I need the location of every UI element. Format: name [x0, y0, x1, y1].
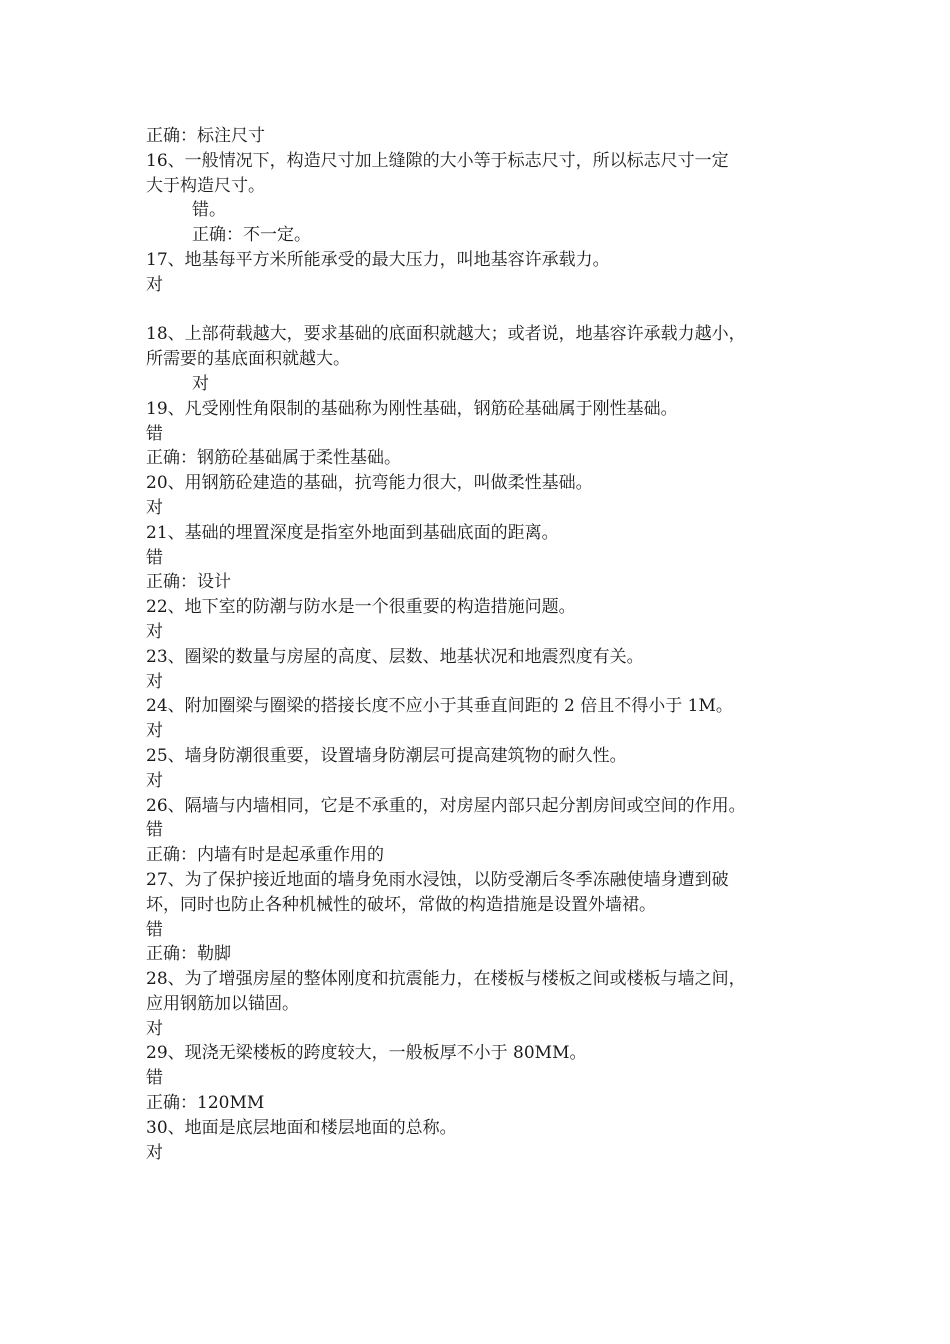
- text-line: 25、墙身防潮很重要，设置墙身防潮层可提高建筑物的耐久性。: [146, 745, 627, 766]
- text-line: 对: [146, 671, 163, 692]
- text-line: 30、地面是底层地面和楼层地面的总称。: [146, 1117, 457, 1138]
- text-line: 正确：设计: [146, 572, 231, 593]
- text-line: 错: [146, 423, 163, 444]
- text-line: 22、地下室的防潮与防水是一个很重要的构造措施问题。: [146, 597, 576, 618]
- text-line: 23、圈梁的数量与房屋的高度、层数、地基状况和地震烈度有关。: [146, 646, 644, 667]
- text-line: 坏，同时也防止各种机械性的破坏，常做的构造措施是设置外墙裙。: [146, 894, 656, 915]
- text-line: 29、现浇无梁楼板的跨度较大，一般板厚不小于 80MM。: [146, 1043, 587, 1064]
- text-line: 27、为了保护接近地面的墙身免雨水浸蚀，以防受潮后冬季冻融使墙身遭到破: [146, 869, 729, 890]
- blank-line: [146, 298, 816, 323]
- text-line: 对: [146, 1018, 163, 1039]
- text-line: 正确：内墙有时是起承重作用的: [146, 845, 384, 866]
- text-line: 错: [146, 820, 163, 841]
- text-line: 正确：钢筋砼基础属于柔性基础。: [146, 448, 401, 469]
- text-line: 所需要的基底面积就越大。: [146, 349, 350, 370]
- text-line: 对: [146, 1142, 163, 1163]
- text-line: 对: [146, 497, 163, 518]
- text-line: 对: [192, 373, 209, 394]
- text-line: 正确：不一定。: [192, 225, 311, 246]
- text-line: 应用钢筋加以锚固。: [146, 993, 299, 1014]
- text-line: 错: [146, 547, 163, 568]
- text-line: 正确：勒脚: [146, 944, 231, 965]
- text-line: 对: [146, 721, 163, 742]
- text-line: 错: [146, 1068, 163, 1089]
- text-line: 错。: [192, 200, 226, 221]
- text-line: 17、地基每平方米所能承受的最大压力，叫地基容许承载力。: [146, 249, 610, 270]
- text-line: 28、为了增强房屋的整体刚度和抗震能力，在楼板与楼板之间或楼板与墙之间，: [146, 969, 746, 990]
- document-page: [146, 124, 816, 1165]
- text-line: 正确：标注尺寸: [146, 126, 265, 146]
- text-line: 16、一般情况下，构造尺寸加上缝隙的大小等于标志尺寸，所以标志尺寸一定: [146, 150, 729, 171]
- text-line: 21、基础的埋置深度是指室外地面到基础底面的距离。: [146, 522, 559, 543]
- text-line: 正确：120MM: [146, 1093, 265, 1114]
- text-line: 对: [146, 274, 163, 295]
- text-line: 19、凡受刚性角限制的基础称为刚性基础，钢筋砼基础属于刚性基础。: [146, 398, 678, 419]
- text-line: 大于构造尺寸。: [146, 175, 265, 196]
- text-line: 错: [146, 919, 163, 940]
- text-line: 对: [146, 621, 163, 642]
- text-line: 20、用钢筋砼建造的基础，抗弯能力很大，叫做柔性基础。: [146, 473, 593, 494]
- text-line: 对: [146, 770, 163, 791]
- text-line: 24、附加圈梁与圈梁的搭接长度不应小于其垂直间距的 2 倍且不得小于 1M。: [146, 696, 733, 717]
- text-line: 18、上部荷载越大，要求基础的底面积就越大；或者说，地基容许承载力越小，: [146, 324, 746, 345]
- text-line: 26、隔墙与内墙相同，它是不承重的，对房屋内部只起分割房间或空间的作用。: [146, 795, 746, 816]
